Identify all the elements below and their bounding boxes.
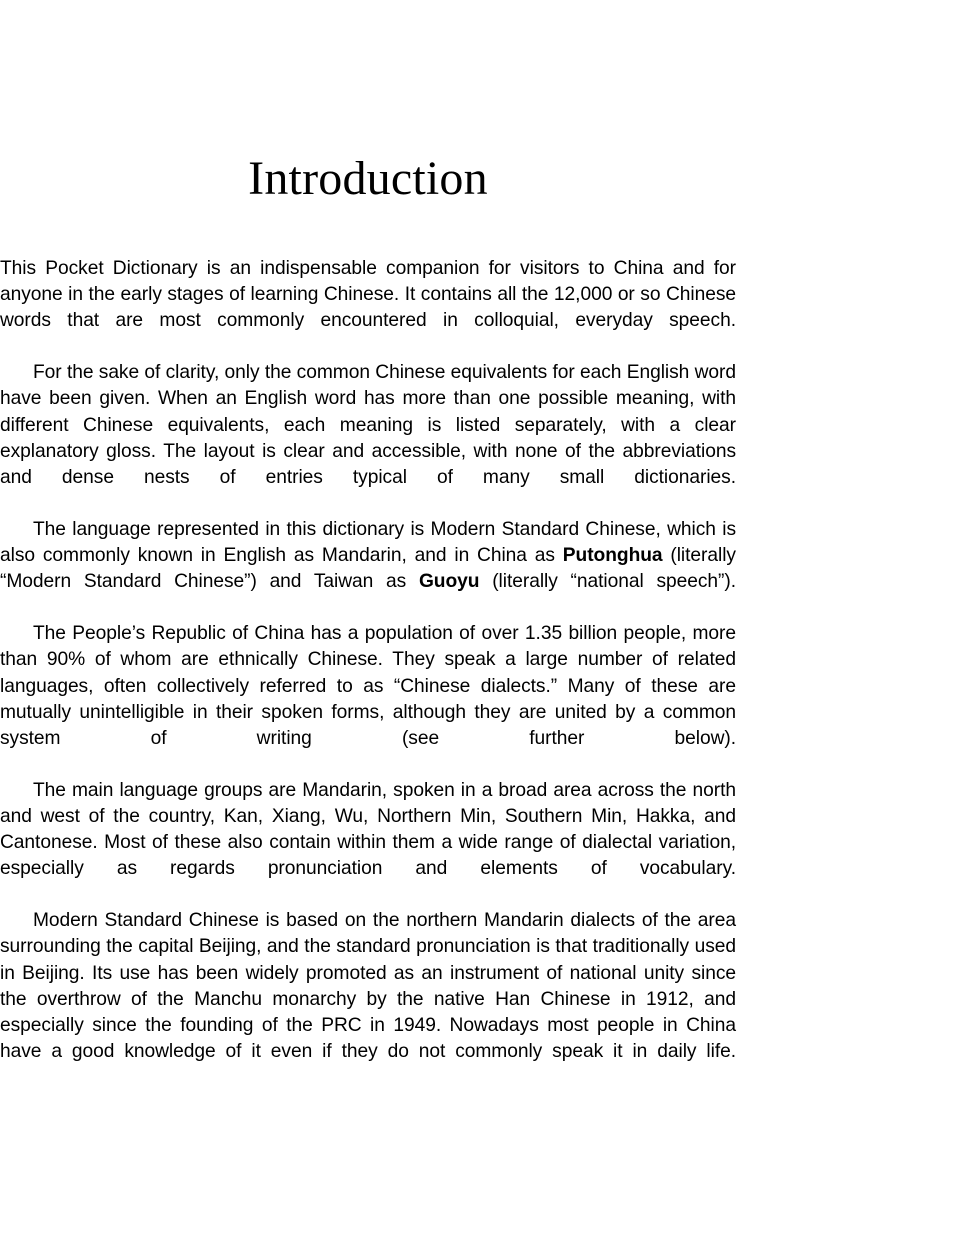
- term-guoyu: Guoyu: [418, 571, 480, 593]
- paragraph-1: This Pocket Dictionary is an indispensable companion for visitors to China and for anyone in the early stages of learning Chinese. It contains all the 12,000 or so Chinese words that are most commonly encountered in colloquial, everyday speech.: [0, 258, 736, 332]
- paragraph-3-segment-5: (literally “national speech”).: [479, 571, 736, 593]
- paragraph-2: For the sake of clarity, only the common Chinese equivalents for each English word have been given. When an English word has more than one possible meaning, with different Chinese equivalents, each meaning is listed separately, with a clear explanatory gloss. The layout is clear and accessible, with none of the abbreviations and dense nests of entries typical of many small dictionaries.: [0, 362, 736, 488]
- term-putonghua: Putonghua: [562, 545, 663, 567]
- paragraph-6: Modern Standard Chinese is based on the northern Mandarin dialects of the area surrounding the capital Beijing, and the standard pronunciation is that traditionally used in Beijing. Its use has been widely promoted as an instrument of national unity since the overthrow of the Manchu monarchy by the native Han Chinese in 1912, and especially since the founding of the PRC in 1949. Nowadays most people in China have a good knowledge of it even if they do not commonly speak it in daily life.: [0, 910, 736, 1062]
- paragraph-3: [0, 517, 736, 621]
- body-text-block: [0, 256, 736, 1091]
- paragraph-5: The main language groups are Mandarin, spoken in a broad area across the north and west of the country, Kan, Xiang, Wu, Northern Min, Southern Min, Hakka, and Cantonese. Most of these also contain within them a wide range of dialectal variation, especially as regards pronunciation and elements of vocabulary.: [0, 779, 736, 880]
- paragraph-4: The People’s Republic of China has a population of over 1.35 billion people, more than 90% of whom are ethnically Chinese. They speak a large number of related languages, often collectively referred to as “Chinese dialects.” Many of these are mutually unintelligible in their spoken forms, although they are united by a common system of writing (see further below).: [0, 623, 736, 749]
- paragraph-3-segment-3: (literally “Modern Standard Chinese”) and Taiwan as: [0, 545, 736, 593]
- paragraph-3-segment-1: The language represented in this dictionary is Modern Standard Chinese, which is also commonly known in English as Mandarin, and in China as: [0, 518, 736, 567]
- page-title: Introduction: [248, 152, 488, 205]
